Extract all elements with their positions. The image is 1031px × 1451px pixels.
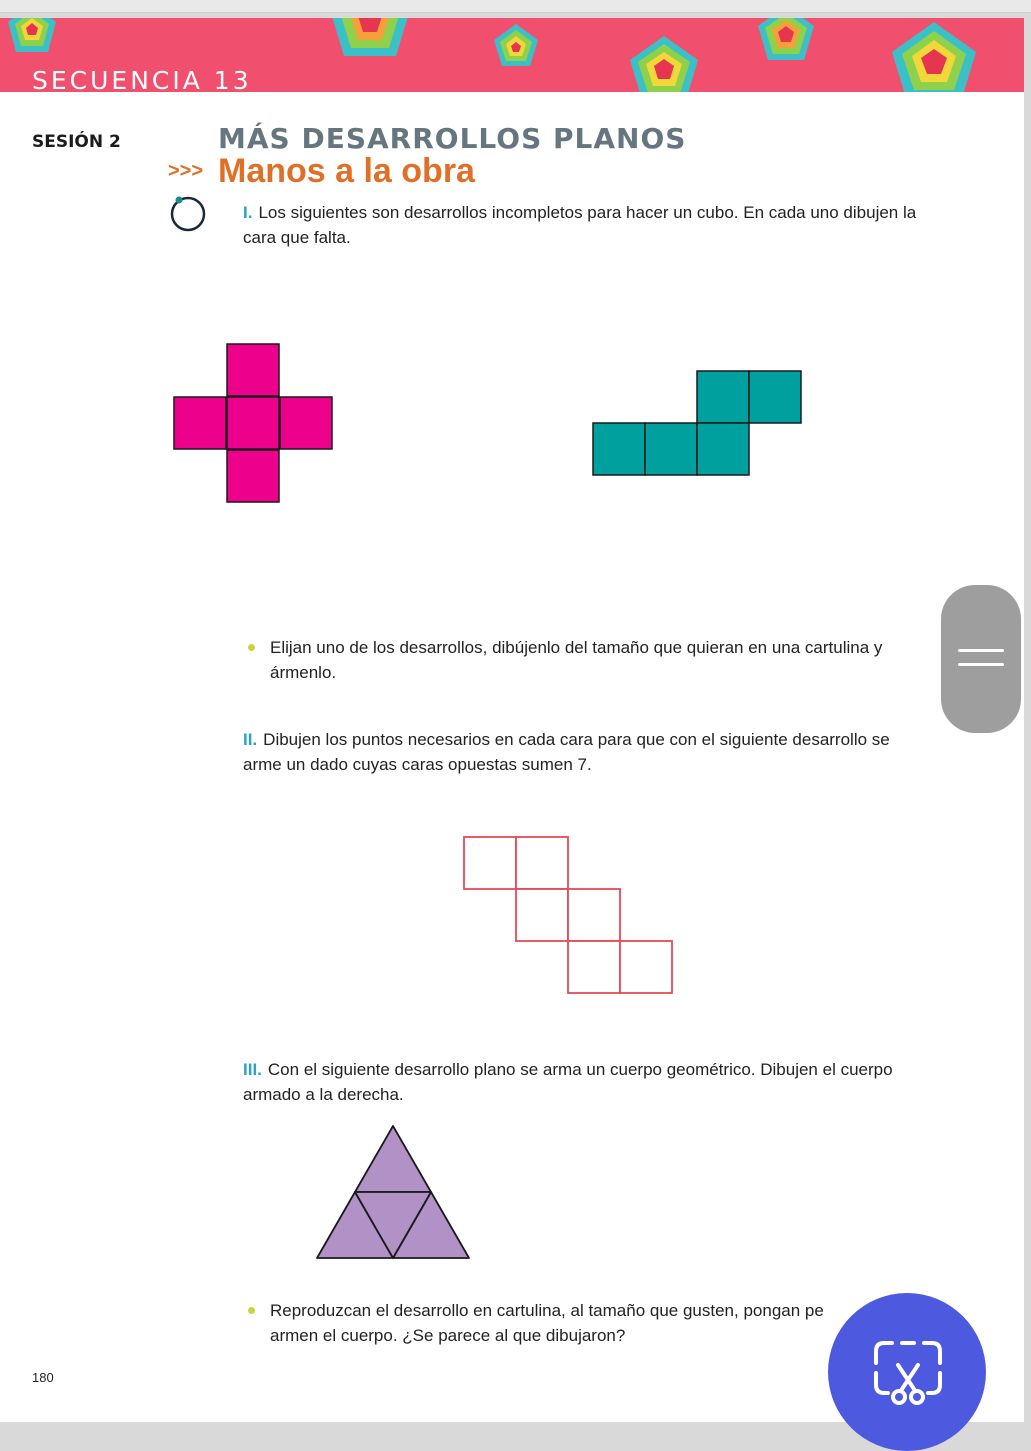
header-band: [0, 18, 1024, 92]
question-1-bullet: [270, 635, 950, 685]
lesson-title: MÁS DESARROLLOS PLANOS: [218, 122, 687, 155]
question-3-bullet: [270, 1298, 870, 1348]
section-arrows: >>>: [168, 160, 204, 182]
die-net: [463, 836, 677, 998]
scroll-handle-grip-line: [958, 663, 1004, 666]
session-label: SESIÓN 2: [32, 132, 121, 152]
cross-cube-net: [173, 343, 335, 505]
question-3: [243, 1057, 923, 1107]
question-3-bullet-text: Reproduzcan el desarrollo en cartulina, al tamaño que gusten, pongan pe armen el cuerpo. ¿Se parece al que dibujaron?: [270, 1301, 824, 1345]
question-1-text: Los siguientes son desarrollos incompletos para hacer un cubo. En cada uno dibujen la cara que falta.: [243, 203, 917, 247]
page-number: 180: [32, 1370, 54, 1385]
question-3-text: Con el siguiente desarrollo plano se arma un cuerpo geométrico. Dibujen el cuerpo armado a la derecha.: [243, 1060, 893, 1104]
question-2-text: Dibujen los puntos necesarios en cada cara para que con el siguiente desarrollo se arme un dado cuyas caras opuestas sumen 7.: [243, 730, 890, 774]
die-face: [620, 941, 672, 993]
net-face: [227, 397, 279, 449]
pentagon-3: [494, 24, 538, 66]
pentagon-1: [8, 18, 56, 52]
bullet-dot: [248, 1307, 255, 1314]
question-3-number: III.: [243, 1060, 262, 1079]
net-face: [227, 450, 279, 502]
tetra-face: [355, 1126, 431, 1192]
question-1-bullet-text: Elijan uno de los desarrollos, dibújenlo del tamaño que quieran en una cartulina y ármenlo.: [270, 638, 883, 682]
scroll-handle-grip-line: [958, 649, 1004, 652]
net-face: [749, 371, 801, 423]
page-right-edge: [1024, 18, 1031, 1428]
tetrahedron-net: [314, 1124, 472, 1262]
activity-circle-icon: [168, 192, 208, 232]
net-face: [593, 423, 645, 475]
pentagon-2: [330, 18, 410, 56]
section-title: Manos a la obra: [218, 152, 475, 190]
net-face: [645, 423, 697, 475]
question-1-number: I.: [243, 203, 253, 222]
net-face: [174, 397, 226, 449]
question-1: [243, 200, 923, 250]
die-face: [516, 837, 568, 889]
sequence-title: SECUENCIA 13: [32, 66, 252, 92]
teal-cube-net: [592, 370, 804, 478]
screenshot-cut-icon: [828, 1293, 986, 1451]
browser-top-bar: [0, 0, 1031, 13]
screenshot-cut-button[interactable]: [828, 1293, 986, 1451]
question-2-number: II.: [243, 730, 258, 749]
bullet-dot: [248, 644, 255, 651]
net-face: [697, 423, 749, 475]
net-face: [697, 371, 749, 423]
pentagon-4: [630, 36, 698, 92]
die-face: [568, 889, 620, 941]
scroll-handle[interactable]: [941, 585, 1021, 733]
die-face: [464, 837, 516, 889]
net-face: [280, 397, 332, 449]
die-face: [568, 941, 620, 993]
textbook-page: [0, 18, 1024, 1422]
die-face: [516, 889, 568, 941]
pentagon-5: [758, 18, 814, 60]
pentagon-6: [892, 22, 976, 92]
question-2: [243, 727, 923, 777]
net-face: [227, 344, 279, 396]
